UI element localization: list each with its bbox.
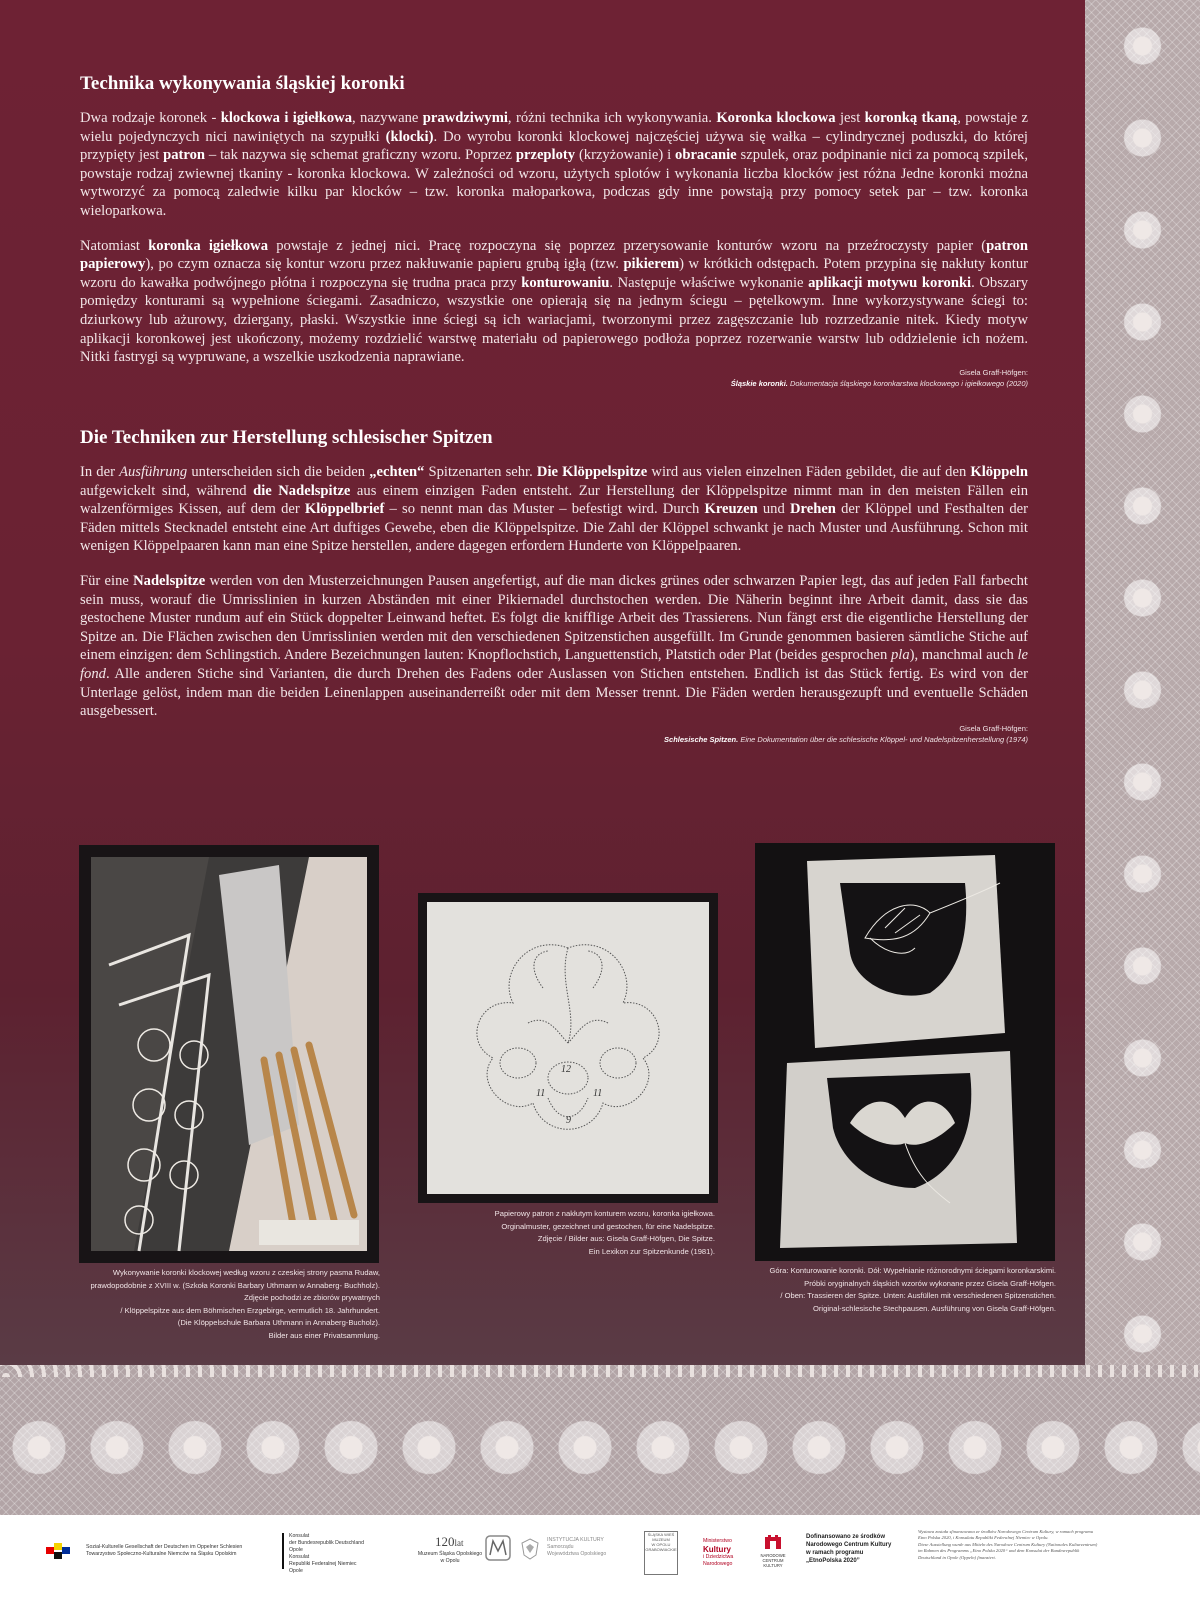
bold-term: prawdziwymi [422, 110, 508, 126]
polish-title: Technika wykonywania śląskiej koronki [80, 73, 405, 94]
eagle-crest-icon [518, 1537, 542, 1561]
bold-term: Koronka klockowa [716, 110, 836, 126]
bold-term: przeploty [515, 147, 576, 164]
text-run: und [757, 501, 790, 518]
text-run: . Do wyrobu koronki klockowej najczęściej używa się wałka – cylindrycznej poduszki, do której przypięty jest [80, 128, 1028, 164]
text-run: Dwa rodzaje koronek - [80, 110, 221, 126]
bold-term: konturowaniu [521, 274, 610, 291]
polish-paragraph-1 [80, 109, 1028, 221]
pattern-number: 12 [561, 1064, 571, 1075]
bold-term: pikierem [623, 256, 680, 273]
text-run: jest [835, 110, 865, 126]
vdg-flag-icon [46, 1543, 78, 1561]
nck-emblem-icon [763, 1535, 783, 1549]
text-run: ) w krótkich odstępach. Potem przypina się nakłuty kontur wzoru do kawałka podwójnego płótna i rozpoczyna się trudna praca przy [80, 256, 1028, 291]
italic-term: pla [890, 647, 910, 664]
bold-term: (klocki) [385, 128, 434, 145]
text-run: szpulek, oraz podpinanie nici za pomocą szpilek, powstaje rodzaj zwiewnej tkaniny - koronka klockowa. W zależności od wzoru, użytych splotów i wykonania liczba klocków jest różna Jedne koronki można wytworzyć za pomocą zaledwie kilku par klocków – tzw. koronka małoparkowa, podczas gdy inne powstają przy pomocy setek par – tzw. koronka wieloparkowa. [80, 147, 1028, 219]
pattern-number: 11 [593, 1088, 603, 1099]
text-run: unterscheiden sich die beiden [187, 464, 370, 480]
text-run: – so nennt man das Muster – befestigt wird. Durch [384, 501, 705, 518]
bold-term: patron [163, 147, 206, 164]
pattern-number: 11 [536, 1088, 546, 1099]
polish-paragraph-2 [80, 237, 1028, 367]
text-run: Natomiast [80, 237, 149, 254]
left-caption: Wykonywanie koronki klockowej według wzoru z czeskiej strony pasma Rudaw, prawdopodobnie z XVIII w. (Szkoła Koronki Barbary Uthmann w Annaberg- Buchholz). Zdjęcie pochodzi ze zbiorów prywatnych / Klöppelspitze aus dem Böhmischen Erzgebirge, vermutlich 18. Jahrhundert. (Die Klöppelschule Barbara Uthmann in Annaberg-Bucholz). Bilder aus einer Privatsammlung. [90, 1268, 380, 1340]
german-citation: Gisela Graff-Höfgen: Schlesische Spitzen. Eine Dokumentation über die schlesische Klöppel- und Nadelspitzenherstellung (1974) [664, 723, 1028, 744]
bold-term: koronką tkaną [864, 110, 958, 126]
italic-term: le fond [80, 647, 1028, 682]
text-run: werden von den Musterzeichnungen Pausen angefertigt, auf die man dickes grünes oder schwarzen Papier legt, das auf jeden Fall farbecht sein muss, worauf die Umrisslinien in kurzen Abständen mit einer Pikiernadel durchstochen werden. Die Näherin beginnt ihre Arbeit damit, dass sie das gestochene Muster rundum auf ein Stück doppelter Leinwand heftet. Es folgt die knifflige Arbeit des Trassierens. Nun fängt erst die eigentliche Herstellung der Spitze an. Die Flächen zwischen den Umrisslinien werden mit den verschiedenen Spitzenstichen ausgefüllt. Im Grunde genommen basieren sämtliche Stiche auf einem einzigen: dem Schlingstich. Andere Bezeichnungen lauten: Knopflochstich, Languettenstich, Platstich oder Plat (beides gesprochen [80, 572, 1028, 664]
paper-pattern-photo [418, 893, 718, 1203]
text-run: , nazywane [352, 110, 423, 126]
bold-term: aplikacji motywu koronki [808, 274, 972, 291]
polish-section [80, 73, 1028, 389]
german-section [80, 427, 1028, 745]
text-run: , powstaje z wielu pojedynczych nici nawiniętych na szypułki [80, 110, 1028, 145]
german-title: Die Techniken zur Herstellung schlesischer Spitzen [80, 427, 493, 448]
bold-term: Kreuzen [704, 501, 758, 518]
text-run: (krzyżowanie) i [575, 147, 676, 164]
bold-term: „echten“ [369, 464, 425, 480]
bold-term: Klöppelbrief [304, 501, 385, 518]
german-paragraph-1 [80, 463, 1028, 556]
text-run: ), po czym oznacza się kontur wzoru przez nakłuwanie papieru grubą igłą (tzw. [145, 256, 624, 273]
text-run: , różni technika ich wykonywania. [507, 110, 717, 126]
right-caption: Góra: Konturowanie koronki. Dół: Wypełnianie różnorodnymi ściegami koronkarskimi. Próbki oryginalnych śląskich wzorów wykonane przez Gisela Graff-Höfgen. / Oben: Trassieren der Spitze. Unten: Ausfüllen mit verschiedenen Spitzenstichen. Original-schlesische Stechpausen. Ausführung von Gisela Graff-Höfgen. [769, 1266, 1056, 1313]
text-run: aus einem einzigen Faden entsteht. Zur Herstellung der Klöppelspitze nimmt man in den meisten Fällen ein walzenförmiges Kissen, auf dem der [80, 482, 1028, 518]
polish-citation: Gisela Graff-Höfgen: Śląskie koronki. Dokumentacja śląskiego koronkarstwa klockowego i igiełkowego (2020) [730, 367, 1028, 388]
german-paragraph-2 [80, 572, 1028, 721]
text-run: der Klöppel und Festhalten der Fäden mittels Stecknadel entsteht eine Art duftiges Gewebe, eben die Klöppelspitze. Die Zahl der Klöppel schwankt je nach Muster und Ausführung. Schon mit wenigen Klöppelpaaren kann man eine Spitze herstellen, andere dagegen erfordern Hunderte von Klöppelpaaren. [80, 501, 1029, 555]
bold-term: Klöppeln [970, 464, 1028, 480]
lace-border-bottom [0, 1365, 1200, 1515]
bold-term: Drehen [789, 501, 836, 518]
sponsor-footer: Sozial-Kulturelle Gesellschaft der Deutschen im Oppelner Schlesien Towarzystwo Społeczno-Kulturalne Niemców na Śląsku Opolskim Konsulat der Bundesrepublik Deutschland Opole Konsulat Republiki Federalnej Niemiec Opole 120lat Muzeum Śląska Opolskiego w Opolu INSTYTUCJA KULTURY Samorządu Województwa Opolskiego ŚLĄSKA WIEŚ MUZEUM W OPOLU GRABOWIACKIE Ministerstwo Kultury i Dziedzictwa Narodowego NARODOWE CENTRUM KULTURY Dofinansowano ze środków Narodowego Centrum Kultury w ramach programu „EtnoPolska 2020” Wystawa została sfinansowana ze środków Narodowego Centrum Kultury, w ramach programu Etno Polska 2020, i Konsulatu Republiki Federalnej Niemiec w Opolu. Diese Ausstellung wurde aus Mitteln des Narodowe Centrum Kultury (Nationales Kulturzentrum) im Rahmen des Programms „Etno Polska 2020“ und dem Konsulat der Bundesrepublik Deutschland in Opole (Oppeln) finanziert. [0, 1515, 1200, 1601]
bold-term: obracanie [675, 147, 737, 164]
italic-term: Ausführung [119, 464, 188, 480]
needle-lace-photo [755, 843, 1055, 1261]
pattern-number: 9 [566, 1115, 571, 1126]
text-run: . Obszary pomiędzy konturami są wypełnione ściegami. Zasadniczo, wszystkie one opierają się na jednym ściegu – pętelkowym. Inne wykorzystywane ściegi to: dziurkowy lub ażurowy, dziergany, płaski. Wszystkie inne ściegi są ich wariacjami, tworzonymi przez zagęszczanie lub rozrzedzanie nitek. Kiedy motyw aplikacji koronkowej jest ukończony, możemy rozdzielić warstwę materiału od papierowego podłoża poprzez rozerwanie warstw lub oddzielenie ich nożem. Nitki fastrygi są wypruwane, a wszelkie uszkodzenia naprawiane. [80, 274, 1028, 366]
bold-term: klockowa i igiełkowa [220, 110, 352, 126]
bold-term: Nadelspitze [133, 572, 206, 589]
text-run: Spitzenarten sehr. [424, 464, 537, 480]
museum-emblem-icon [485, 1535, 511, 1561]
lace-border-right [1085, 0, 1200, 1500]
text-run: – tak nazywa się schemat graficzny wzoru. Poprzez [205, 147, 516, 164]
bold-term: patron papierowy [80, 237, 1029, 273]
text-run: In der [80, 464, 120, 480]
text-run: . Alle anderen Stiche sind Varianten, die durch Drehen des Fadens oder Auslassen von Stichen entstehen. Endlich ist das Stück fertig. Es wird von der Unterlage gelöst, indem man die beiden Leinenlappen auseinanderreißt oder mit dem Messer trennt. Die Fäden werden herausgezupft und eventuelle Schäden ausgebessert. [80, 665, 1028, 720]
text-run: . Następuje właściwe wykonanie [609, 274, 809, 291]
text-run: wird aus vielen einzelnen Fäden gebildet, die auf den [647, 464, 971, 480]
bold-term: koronka igiełkowa [148, 237, 269, 254]
bold-term: Die Klöppelspitze [536, 464, 648, 480]
text-run: ), manchmal auch [909, 647, 1018, 664]
text-run: aufgewickelt sind, während [80, 482, 254, 499]
text-run: powstaje z jednej nici. Pracę rozpoczyna się poprzez przerysowanie konturów wzoru na przeźroczysty papier ( [268, 237, 987, 254]
middle-caption: Papierowy patron z nakłutym konturem wzoru, koronka igiełkowa. Orginalmuster, gezeichnet und gestochen, für eine Nadelspitze. Zdjęcie / Bilder aus: Gisela Graff-Höfgen, Die Spitze. Ein Lexikon zur Spitzenkunde (1981). [494, 1209, 715, 1256]
bold-term: die Nadelspitze [253, 482, 351, 499]
bobbin-lace-photo [79, 845, 379, 1263]
text-run: Für eine [80, 572, 134, 589]
